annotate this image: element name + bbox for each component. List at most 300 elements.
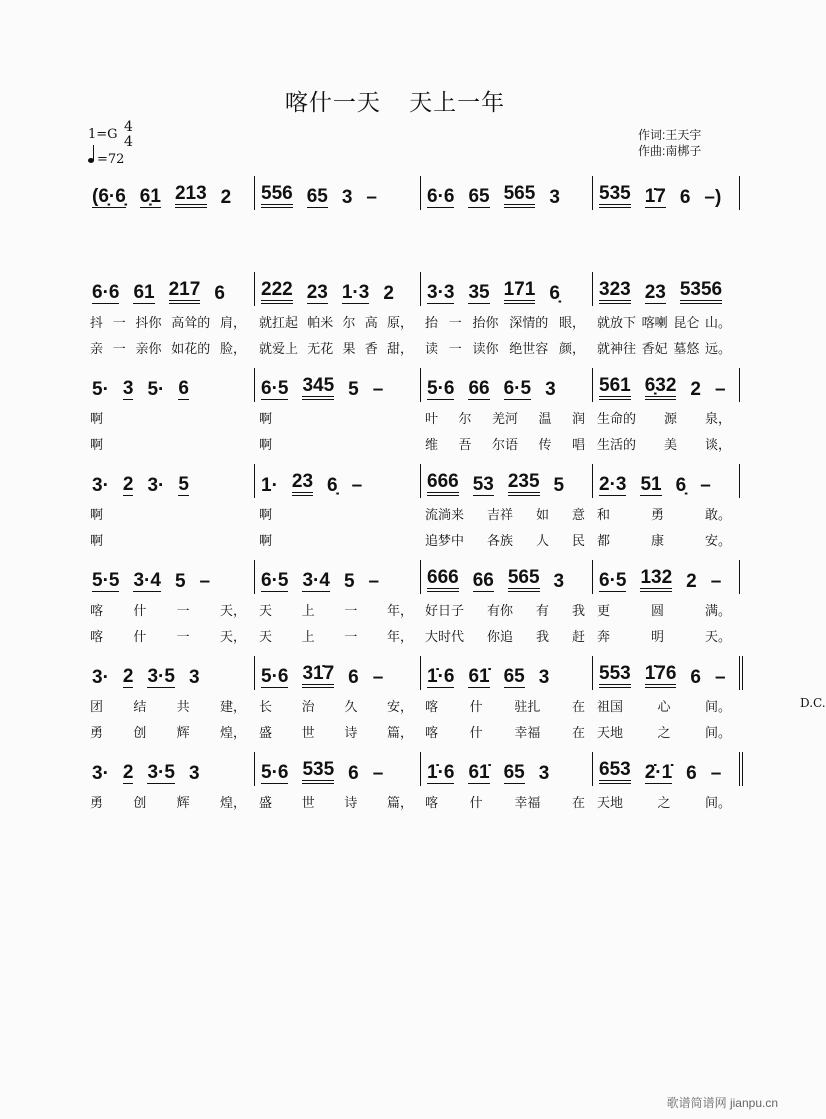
- lyric: 就扛起: [259, 316, 299, 331]
- note-group: 6̣: [327, 475, 338, 496]
- note-row: [86, 368, 254, 400]
- lyric-line-2: [255, 722, 421, 741]
- da-capo-marking: D.C.: [800, 696, 826, 710]
- note-group: 2: [686, 571, 697, 592]
- measure: [592, 464, 740, 549]
- note-group: 35: [468, 282, 490, 303]
- lyric: 抖你: [135, 316, 162, 331]
- score-system: [86, 560, 742, 650]
- lyric: 幸福: [514, 796, 541, 811]
- lyric: 天。: [704, 630, 731, 645]
- lyric: 建，: [219, 700, 246, 715]
- lyric: 无花: [307, 342, 334, 357]
- lyric: 就爱上: [259, 342, 299, 357]
- lyric: 一: [448, 316, 462, 331]
- lyric: 民: [571, 534, 585, 549]
- lyric: 尔: [458, 412, 472, 427]
- lyric: 高耸的: [171, 316, 211, 331]
- measure: [592, 752, 743, 811]
- note-group: 535: [302, 760, 334, 784]
- title-part-1: 喀什一天: [284, 90, 381, 116]
- lyric-line-1: [255, 408, 421, 427]
- note-group: 323: [599, 280, 631, 304]
- lyric: 甜，: [386, 342, 413, 357]
- note-row: [86, 656, 254, 688]
- lyric: 在: [571, 726, 585, 741]
- lyric: 共: [176, 700, 190, 715]
- time-top: 4: [124, 119, 133, 135]
- lyric-line-2: [421, 722, 593, 741]
- lyric: 吾: [458, 438, 472, 453]
- lyric: 叶: [425, 412, 439, 427]
- lyric: 就放下: [597, 316, 637, 331]
- lyric-line-2: [86, 434, 254, 453]
- lyric: 如花的: [171, 342, 211, 357]
- lyric: 肩，: [219, 316, 246, 331]
- lyric-line-2: [421, 626, 593, 645]
- measure: [592, 656, 743, 741]
- lyric: 勇: [90, 726, 104, 741]
- note-row: [593, 752, 739, 784]
- lyric: 抖: [90, 316, 104, 331]
- lyric-line-1: [255, 600, 421, 619]
- lyric: 间。: [704, 700, 731, 715]
- note-group: 6: [178, 378, 189, 399]
- lyric: 亲: [90, 342, 104, 357]
- lyric: 美: [663, 438, 677, 453]
- note-group: –): [704, 187, 722, 208]
- lyric-line-1: [86, 600, 254, 619]
- note-group: 6̣: [549, 283, 560, 304]
- measure: [420, 752, 593, 811]
- note-row: [255, 464, 421, 496]
- note-row: [421, 560, 593, 592]
- note-group: 5356: [680, 280, 722, 304]
- lyric: 天地: [597, 726, 624, 741]
- note-group: –: [372, 379, 384, 400]
- lyric: 辉: [176, 726, 190, 741]
- lyric: 在: [571, 700, 585, 715]
- note-row: [255, 656, 421, 688]
- lyric-line-1: [421, 408, 593, 427]
- measure: [592, 560, 740, 645]
- lyric: 在: [571, 796, 585, 811]
- note-group: 222: [261, 280, 293, 304]
- lyric: 诗: [344, 796, 358, 811]
- lyric: 敢。: [704, 508, 731, 523]
- note-row: [421, 752, 593, 784]
- lyric-line-2: [593, 530, 739, 549]
- note-group: 3·5: [147, 666, 175, 687]
- lyric: 喀: [425, 700, 439, 715]
- note-row: [421, 656, 593, 688]
- note-group: 3·5: [147, 762, 175, 783]
- note-row: [593, 656, 739, 688]
- lyric: 世: [301, 796, 315, 811]
- measure: [86, 176, 254, 210]
- measure: [592, 272, 739, 357]
- lyric-line-1: [421, 600, 593, 619]
- lyric: 唱: [571, 438, 585, 453]
- lyric: 昆仑: [673, 316, 700, 331]
- note-group: 6·6: [427, 186, 455, 207]
- measure: [254, 272, 421, 357]
- lyric: 生活的: [597, 438, 637, 453]
- note-group: 1̇·6: [427, 762, 455, 783]
- lyric: 山。: [704, 316, 731, 331]
- note-row: [255, 176, 421, 208]
- lyric: 读: [425, 342, 439, 357]
- lyric: 羌河: [491, 412, 518, 427]
- lyric: 香妃: [641, 342, 668, 357]
- lyric-line-1: [593, 600, 739, 619]
- lyric-line-1: [255, 696, 421, 715]
- lyric-line-2: [255, 530, 421, 549]
- lyric: 一: [448, 342, 462, 357]
- lyric-line-1: [421, 792, 593, 811]
- note-group: 23: [292, 472, 313, 496]
- note-row: [593, 560, 739, 592]
- lyric: 年，: [386, 604, 413, 619]
- lyric: 天，: [219, 630, 246, 645]
- note-group: 23: [644, 282, 666, 303]
- time-bottom: 4: [124, 134, 133, 150]
- lyric-line-2: [86, 530, 254, 549]
- lyric-line-2: [593, 338, 739, 357]
- lyric: 喀: [425, 726, 439, 741]
- lyric: 煌，: [219, 796, 246, 811]
- lyric: 间。: [704, 796, 731, 811]
- note-group: 3: [122, 378, 134, 399]
- lyric-line-2: [255, 626, 421, 645]
- note-group: 61̇: [468, 666, 490, 687]
- note-group: 213: [175, 184, 207, 208]
- lyric: 抬你: [472, 316, 499, 331]
- lyric: 天，: [219, 604, 246, 619]
- note-group: 666: [427, 472, 459, 496]
- note-group: 235: [508, 472, 540, 496]
- note-group: 171: [504, 280, 536, 304]
- composer: 作曲:南梆子: [638, 144, 702, 158]
- note-group: 2: [220, 187, 232, 208]
- lyric: 勇: [650, 508, 664, 523]
- lyric: 长: [259, 700, 273, 715]
- lyric: 祖国: [597, 700, 624, 715]
- note-group: 3·: [92, 667, 109, 688]
- lyric: 一: [112, 342, 126, 357]
- score-system: [86, 368, 742, 458]
- measure: [420, 368, 593, 453]
- note-group: 5·5: [92, 570, 120, 591]
- lyric: 生命的: [597, 412, 637, 427]
- note-group: 132: [640, 568, 672, 592]
- lyric: 脸，: [219, 342, 246, 357]
- lyric: 辉: [176, 796, 190, 811]
- note-group: 2: [122, 474, 134, 495]
- score-system: [86, 752, 742, 842]
- note-group: 6: [348, 763, 359, 784]
- measure: [86, 752, 254, 811]
- lyric: 和: [597, 508, 611, 523]
- measure: [86, 272, 254, 357]
- lyric: 什: [469, 700, 483, 715]
- note-group: 3: [538, 667, 550, 688]
- lyric: 谈，: [704, 438, 731, 453]
- measure: [254, 176, 421, 210]
- lyric: 明: [650, 630, 664, 645]
- lyric: 意: [571, 508, 585, 523]
- lyric: 什: [469, 796, 483, 811]
- note-group: 6̣32: [645, 376, 677, 400]
- note-row: [593, 464, 739, 496]
- measure: [254, 752, 421, 811]
- lyric-line-2: [593, 722, 739, 741]
- lyric: 香: [364, 342, 378, 357]
- lyric: 追梦中: [425, 534, 465, 549]
- lyric: 如: [535, 508, 549, 523]
- lyric: 一: [176, 604, 190, 619]
- measure: [420, 464, 593, 549]
- measure: [592, 176, 740, 210]
- lyric: 吉祥: [486, 508, 513, 523]
- lyric: 果: [342, 342, 356, 357]
- note-group: 65: [503, 762, 525, 783]
- lyric: 啊: [90, 508, 104, 523]
- note-group: 6̣: [675, 475, 687, 496]
- note-group: 65: [468, 186, 490, 207]
- note-group: 5·6: [261, 666, 289, 687]
- note-group: 3: [341, 187, 353, 208]
- lyric: 抬: [425, 316, 439, 331]
- note-group: 65: [306, 186, 328, 207]
- key-signature: 1=G: [88, 127, 118, 142]
- lyric: 篇，: [386, 726, 413, 741]
- lyric-line-1: [593, 504, 739, 523]
- tempo-marking: [88, 152, 124, 167]
- lyric: 什: [133, 630, 147, 645]
- note-group: 31̇7: [302, 664, 334, 688]
- lyric-line-1: [593, 792, 739, 811]
- measure: [86, 464, 254, 549]
- measure: [420, 656, 593, 741]
- tempo-value: =72: [97, 152, 125, 167]
- lyric: 好日子: [425, 604, 465, 619]
- note-group: 61: [133, 282, 155, 303]
- note-row: [86, 560, 254, 592]
- lyric-line-1: [593, 312, 739, 331]
- score-system: [86, 656, 826, 746]
- lyric: 安。: [704, 534, 731, 549]
- note-group: 6·5: [261, 378, 289, 399]
- lyric: 勇: [90, 796, 104, 811]
- note-row: [255, 368, 421, 400]
- note-group: 66: [472, 570, 494, 591]
- score-system: [86, 176, 742, 266]
- note-group: 6·5: [599, 570, 627, 591]
- note-group: 5·: [147, 379, 165, 400]
- lyric: 奔: [597, 630, 611, 645]
- lyric-line-2: [86, 626, 254, 645]
- lyric: 啊: [90, 438, 104, 453]
- measure: [254, 368, 421, 453]
- lyric: 我: [571, 604, 585, 619]
- lyric: 创: [133, 796, 147, 811]
- lyric-line-1: [421, 312, 593, 331]
- lyric: 啊: [259, 438, 273, 453]
- note-group: 5·6: [261, 762, 289, 783]
- watermark: 歌谱简谱网 jianpu.cn: [666, 1096, 778, 1110]
- lyric: 什: [469, 726, 483, 741]
- lyric: 亲你: [135, 342, 162, 357]
- lyric-line-1: [255, 504, 421, 523]
- lyric: 你追: [486, 630, 513, 645]
- lyric: 就神往: [597, 342, 637, 357]
- lyric: 篇，: [386, 796, 413, 811]
- note-group: 553: [599, 664, 631, 688]
- note-group: 5·: [92, 379, 109, 400]
- lyric: 啊: [259, 412, 273, 427]
- lyric-line-1: [255, 792, 421, 811]
- note-group: 65: [503, 666, 525, 687]
- lyric: 传: [538, 438, 552, 453]
- note-group: 1·3: [341, 282, 370, 303]
- lyric: 一: [344, 604, 358, 619]
- lyric: 帕米: [307, 316, 334, 331]
- note-group: 23: [306, 282, 328, 303]
- note-group: 6: [686, 763, 697, 784]
- note-group: 3: [188, 763, 200, 784]
- note-group: 2̇·1̇: [644, 762, 673, 783]
- note-row: [86, 272, 254, 304]
- lyric: 人: [535, 534, 549, 549]
- lyric-line-1: [593, 408, 739, 427]
- lyric: 高: [364, 316, 378, 331]
- note-group: 66: [468, 378, 490, 399]
- title-part-2: 天上一年: [409, 90, 506, 116]
- lyric: 啊: [259, 508, 273, 523]
- lyric: 源: [663, 412, 677, 427]
- lyric-line-2: [255, 434, 421, 453]
- lyric: 墓悠: [673, 342, 700, 357]
- lyric: 之: [657, 726, 671, 741]
- note-group: 5: [178, 474, 189, 495]
- lyric: 尔语: [491, 438, 518, 453]
- lyric: 都: [597, 534, 611, 549]
- lyric: 之: [657, 796, 671, 811]
- note-group: 61̇: [468, 762, 490, 783]
- note-row: [255, 272, 421, 304]
- lyric: 泉，: [704, 412, 731, 427]
- lyric: 盛: [259, 796, 273, 811]
- note-row: [86, 464, 254, 496]
- note-group: 1·: [261, 475, 278, 496]
- note-group: 556: [261, 184, 293, 208]
- lyric: 啊: [90, 534, 104, 549]
- lyric: 团: [90, 700, 104, 715]
- lyric: 喀喇: [641, 316, 668, 331]
- score-system: [86, 464, 742, 554]
- note-group: –: [199, 571, 211, 592]
- note-group: –: [372, 763, 384, 784]
- score-system: [86, 272, 742, 362]
- note-row: [421, 176, 593, 208]
- note-group: 3: [545, 379, 556, 400]
- song-title: [0, 84, 790, 117]
- credits: [638, 127, 701, 159]
- note-group: 345: [302, 376, 334, 400]
- lyric: 一: [176, 630, 190, 645]
- note-group: 3: [538, 763, 550, 784]
- lyric: 上: [301, 630, 315, 645]
- lyric: 一: [112, 316, 126, 331]
- note-group: 2·3: [599, 474, 627, 495]
- lyric-line-1: [86, 408, 254, 427]
- lyric: 啊: [259, 534, 273, 549]
- note-group: 6·5: [503, 378, 532, 399]
- note-group: 653: [599, 760, 631, 784]
- lyric-line-2: [255, 338, 421, 357]
- measure: [86, 368, 254, 453]
- lyric: 上: [301, 604, 315, 619]
- note-group: 535: [599, 184, 631, 208]
- lyric: 温: [538, 412, 552, 427]
- note-group: 1̇7: [644, 186, 666, 207]
- note-group: 666: [427, 568, 459, 592]
- lyric-line-1: [86, 504, 254, 523]
- lyric: 远。: [704, 342, 731, 357]
- lyric-line-1: [255, 312, 421, 331]
- lyric: 啊: [90, 412, 104, 427]
- note-group: 3: [188, 667, 200, 688]
- lyric: 创: [133, 726, 147, 741]
- lyric: 尔: [342, 316, 356, 331]
- note-group: 1̇76: [645, 664, 677, 688]
- lyricist: 作词:王天宇: [638, 128, 702, 142]
- note-group: 1̇·6: [427, 666, 455, 687]
- lyric: 原，: [386, 316, 413, 331]
- note-group: 5: [553, 475, 565, 496]
- lyric: 圆: [650, 604, 664, 619]
- lyric: 康: [650, 534, 664, 549]
- note-row: [421, 368, 593, 400]
- measure: [254, 560, 421, 645]
- lyric: 喀: [90, 604, 104, 619]
- measure: [420, 272, 593, 357]
- lyric: 绝世容: [509, 342, 549, 357]
- lyric: 赶: [571, 630, 585, 645]
- lyric: 治: [301, 700, 315, 715]
- lyric: 更: [597, 604, 611, 619]
- note-group: –: [366, 187, 377, 208]
- note-group: 3·: [92, 475, 109, 496]
- lyric: 结: [133, 700, 147, 715]
- note-row: [593, 272, 739, 304]
- lyric: 颜，: [558, 342, 585, 357]
- lyric: 驻扎: [514, 700, 541, 715]
- lyric-line-2: [86, 722, 254, 741]
- lyric: 眼，: [558, 316, 585, 331]
- note-group: 5: [174, 571, 186, 592]
- note-group: –: [710, 763, 722, 784]
- measure: [420, 560, 593, 645]
- lyric: 润: [571, 412, 585, 427]
- note-group: 565: [508, 568, 540, 592]
- note-group: –: [714, 667, 726, 688]
- lyric: 天: [259, 604, 273, 619]
- note-row: [86, 752, 254, 784]
- note-group: 3: [549, 187, 560, 208]
- lyric: 煌，: [219, 726, 246, 741]
